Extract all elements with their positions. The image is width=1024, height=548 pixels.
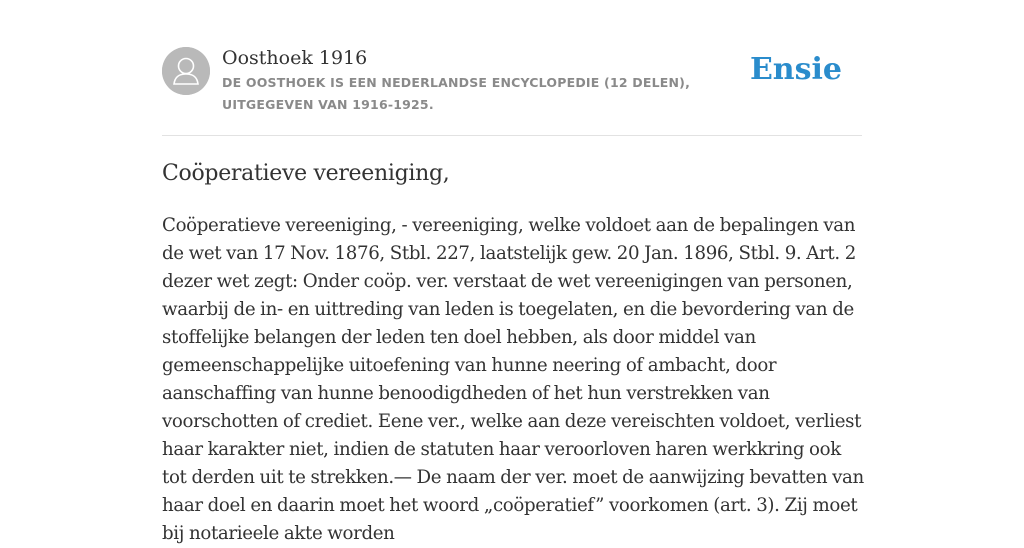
source-title[interactable]: Oosthoek 1916: [222, 47, 368, 69]
user-icon[interactable]: [162, 47, 210, 95]
source-header: [162, 44, 862, 120]
entry-body: Coöperatieve vereeniging, - vereeniging, welke voldoet aan de bepalingen van de wet van 17 Nov. 1876, Stbl. 227, laatstelijk gew. 20 Jan. 1896, Stbl. 9. Art. 2 dezer wet zegt: Onder coöp. ver. verstaat de wet vereenigingen van personen, waarbij de in- en uittreding van leden is toegelaten, en die bevordering van de stoffelijke belangen der leden ten doel hebben, als door middel van gemeenschappelijke uitoefening van hunne neering of ambacht, door aanschaffing van hunne benoodigdheden of het hun verstrekken van voorschotten of crediet. Eene ver., welke aan deze vereischten voldoet, verliest haar karakter niet, indien de statuten haar veroorloven haren werkkring ook tot derden uit te strekken.— De naam der ver. moet de aanwijzing bevatten van haar doel en daarin moet het woord „coöperatief” voorkomen (art. 3). Zij moet bij notarieele akte worden: [162, 215, 864, 544]
entry-title: Coöperatieve vereeniging,: [162, 161, 450, 186]
ensie-logo[interactable]: Ensie: [749, 52, 842, 87]
divider: [162, 135, 862, 136]
source-description: DE OOSTHOEK IS EEN NEDERLANDSE ENCYCLOPEDIE (12 DELEN), UITGEGEVEN VAN 1916-1925.: [222, 75, 691, 112]
